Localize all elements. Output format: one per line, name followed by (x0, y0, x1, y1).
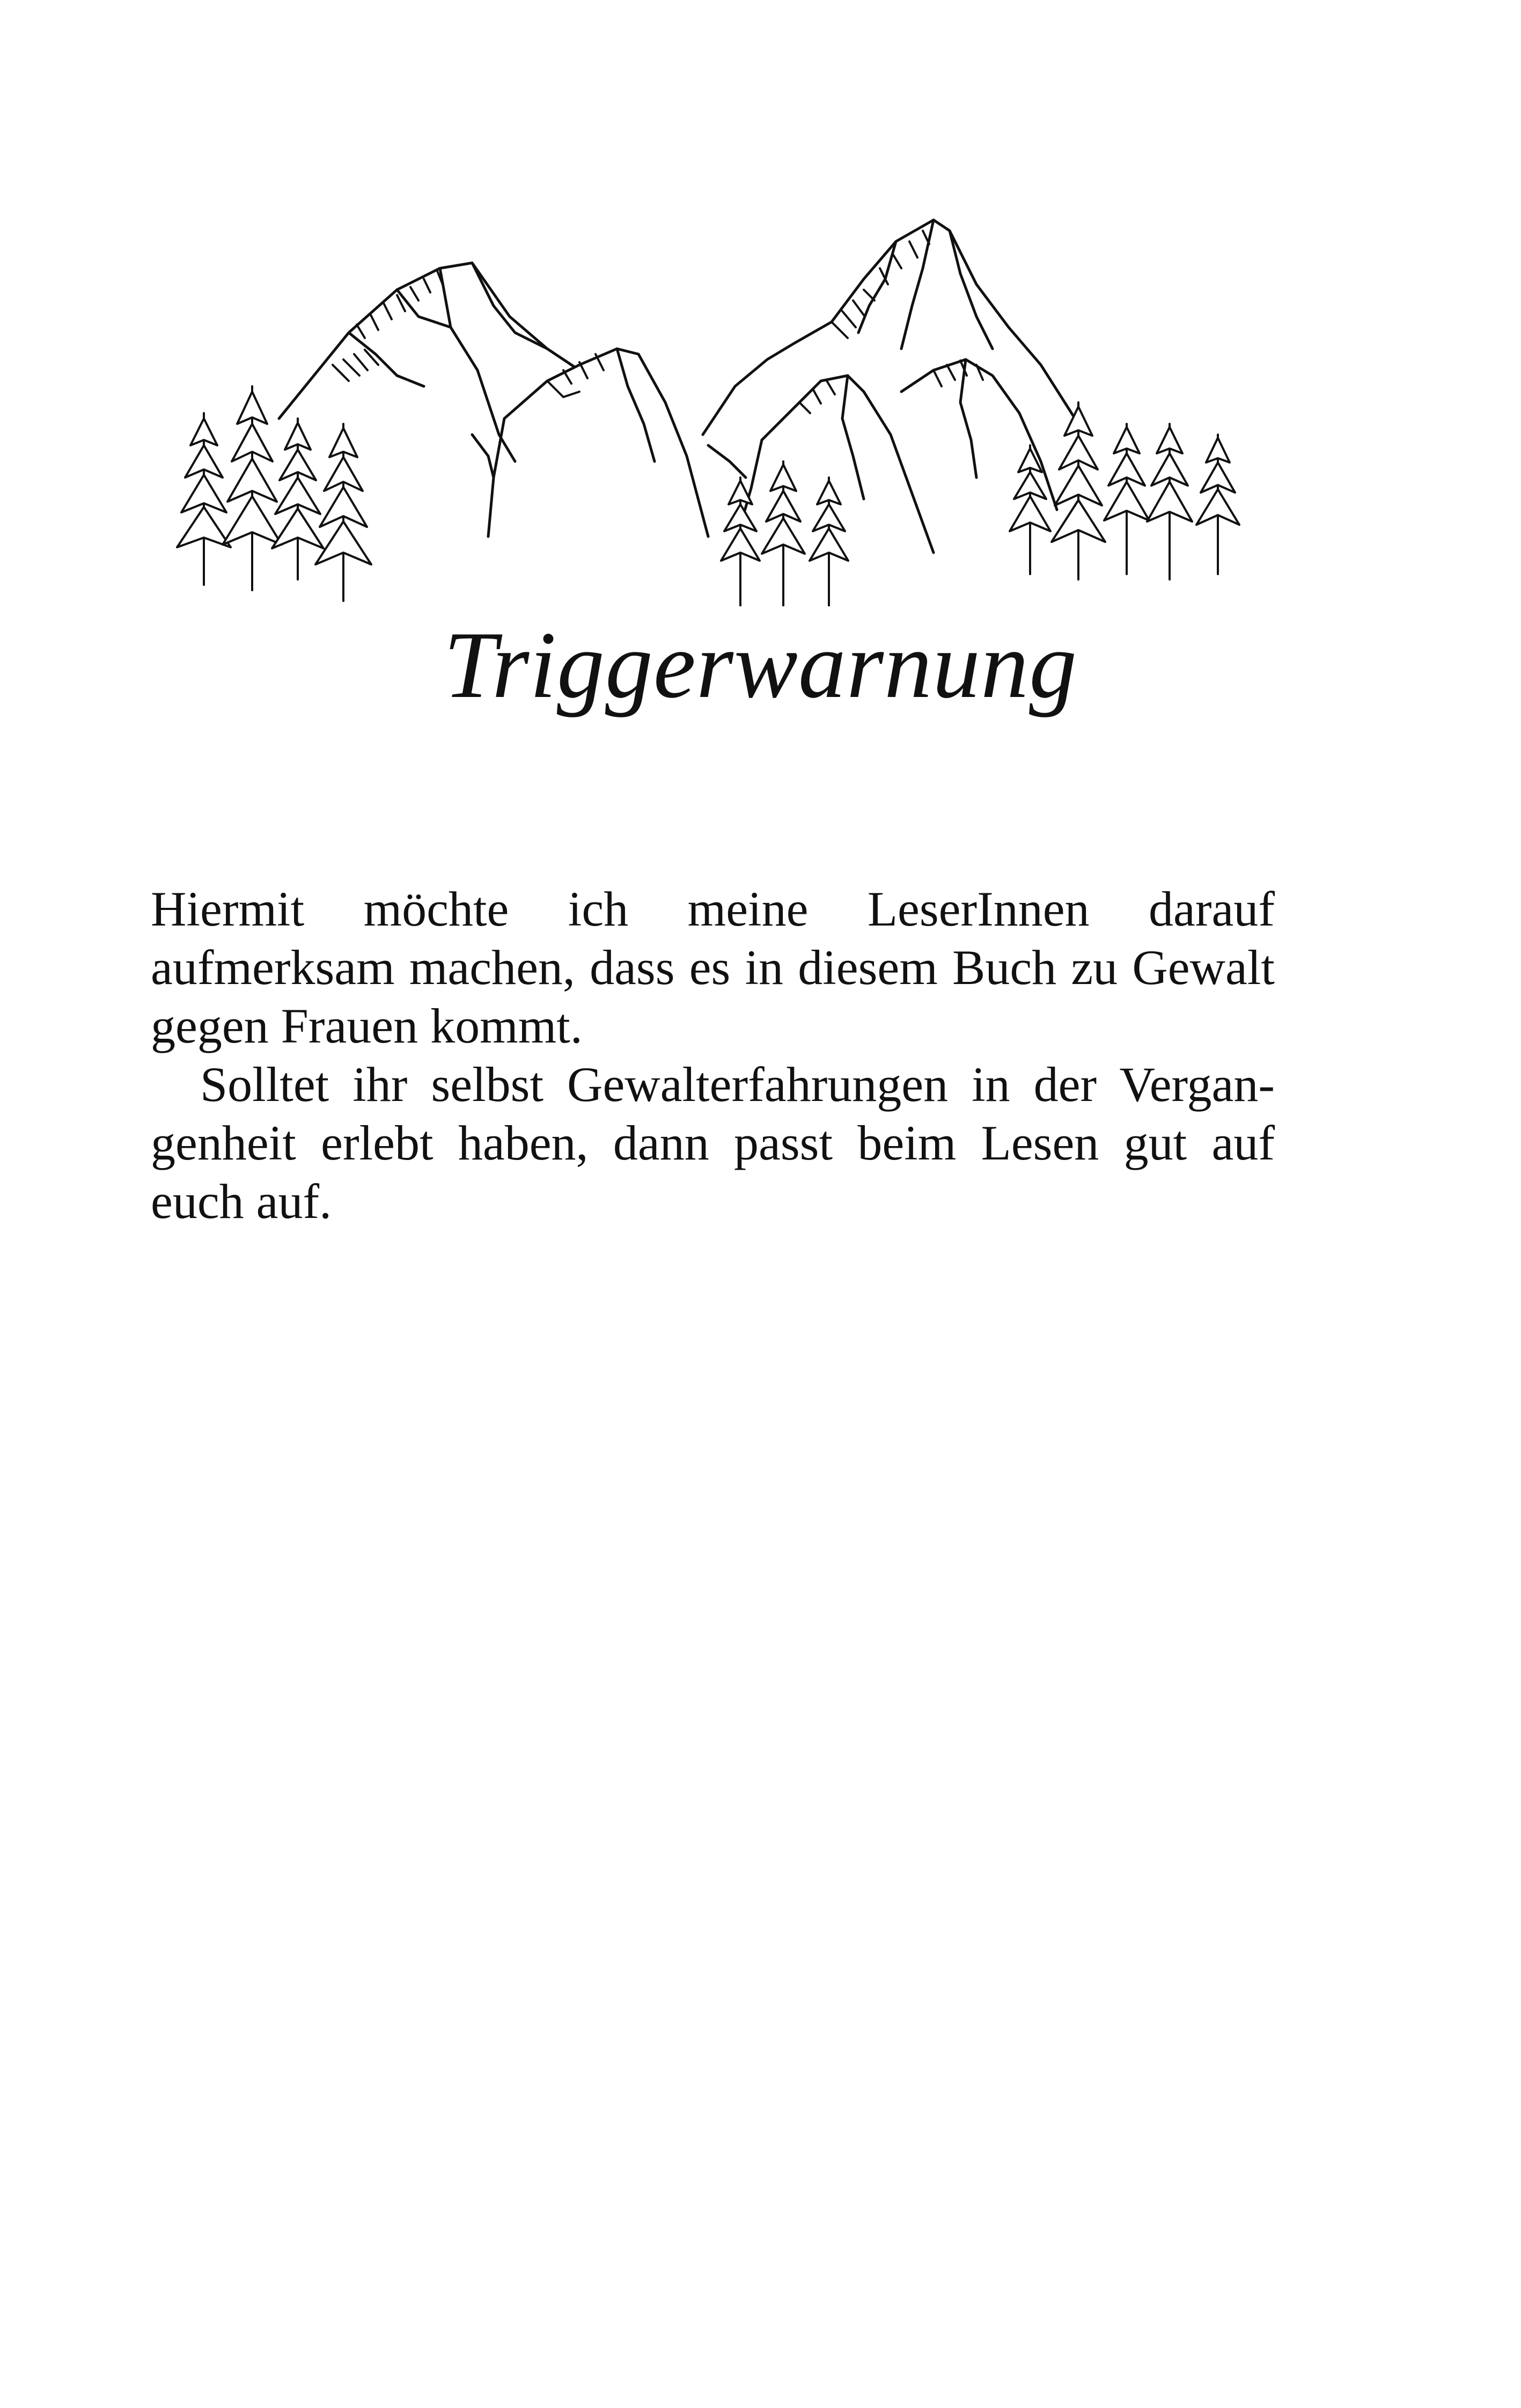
page-title: Triggerwarnung (443, 612, 1078, 718)
pine-trees-center (721, 461, 848, 606)
right-mountain-group (703, 220, 1078, 553)
paragraph: Hiermit möchte ich meine LeserInnen darauf aufmerksam machen, dass es in diesem Buch zu Gewalt gegen Frauen kommt. (151, 882, 1275, 1053)
body-text (151, 880, 1275, 1231)
mountains-and-pine-trees-illustration (172, 209, 1255, 606)
pine-trees-left (177, 386, 371, 601)
paragraph: Solltet ihr selbst Gewalterfahrungen in der Vergangenheit erlebt haben, dann passt beim Lesen gut auf euch auf. (151, 1057, 1275, 1229)
